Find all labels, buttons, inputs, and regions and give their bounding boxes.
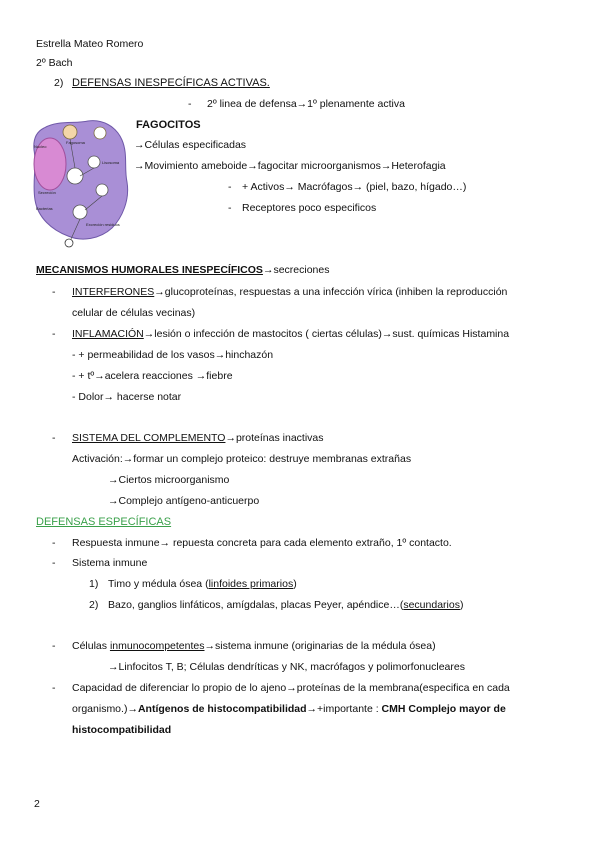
lysosome-shape [88, 156, 100, 168]
fagocitos-line-4: Receptores poco especificos [242, 202, 377, 214]
fagocitos-line-1: →Células especificadas [134, 139, 247, 151]
page-number: 2 [34, 798, 40, 810]
immunocompetent-line [72, 640, 436, 652]
fagocitos-line-2: →Movimiento ameboide→fagocitar microorganismos→Heterofagia [134, 160, 446, 172]
histocompat-line [72, 703, 506, 715]
interferones-term: INTERFERONES [72, 286, 155, 298]
interferones-cont: celular de células vecinas) [72, 307, 196, 319]
inflamacion-line [72, 328, 509, 340]
complemento-line [72, 432, 324, 444]
primary-organs-line [108, 578, 297, 590]
secondary-organs-close: ) [459, 599, 464, 611]
immunocompetent-desc: →sistema inmune (originarias de la médula ósea) [204, 640, 436, 652]
humoral-suffix: →secreciones [262, 264, 330, 276]
humoral-heading [36, 264, 329, 276]
interferones-line [72, 286, 507, 298]
specific-defenses-title: DEFENSAS ESPECÍFICAS [36, 516, 172, 528]
bullet: - [52, 328, 56, 340]
fagocitos-title: FAGOCITOS [136, 119, 201, 131]
activation-line: Activación:→formar un complejo proteico: destruye membranas extrañas [72, 453, 412, 465]
phagocyte-diagram [30, 118, 132, 250]
histocompat-pre: organismo.)→ [72, 703, 138, 715]
defense-line-note: 2º linea de defensa→1º plenamente activa [207, 98, 405, 110]
bullet: - [52, 682, 56, 694]
vesicle-shape [96, 184, 108, 196]
bullet: - [52, 432, 56, 444]
section-2-title: DEFENSAS INESPECÍFICAS ACTIVAS. [72, 77, 270, 89]
bullet: - [228, 181, 232, 193]
activation-item-2: →Complejo antígeno-anticuerpo [108, 495, 260, 507]
cmh-term: CMH Complejo mayor de [381, 703, 506, 715]
residual-body-shape [73, 205, 87, 219]
secondary-organs-line [108, 599, 463, 611]
complemento-term: SISTEMA DEL COMPLEMENTO [72, 432, 226, 444]
inflamacion-effect-1: - + permeabilidad de los vasos→hinchazón [72, 349, 274, 361]
primary-organs-text: Timo y médula ósea ( [108, 578, 209, 590]
inflamacion-effect-2: - + tº→acelera reacciones →fiebre [72, 370, 233, 382]
numbered-2: 2) [89, 599, 99, 611]
interferones-desc: →glucoproteínas, respuestas a una infección vírica (inhiben la reproducción [154, 286, 508, 298]
fagocitos-line-3: + Activos→ Macrófagos→ (piel, bazo, hígado…) [242, 181, 467, 193]
author-name: Estrella Mateo Romero [36, 38, 144, 50]
label-lysosome: Lisosoma [102, 160, 120, 165]
complemento-desc: →proteínas inactivas [225, 432, 324, 444]
bullet: - [228, 202, 232, 214]
label-phagosome: Fagosoma [66, 140, 85, 145]
label-bacteria: Bacterias [36, 206, 53, 211]
immunocompetent-term: inmunocompetentes [109, 640, 205, 652]
vacuole-shape [94, 127, 106, 139]
label-secretion: Secreción [38, 190, 56, 195]
immune-system-line: Sistema inmune [72, 557, 148, 569]
bullet: - [52, 557, 56, 569]
inflamacion-term: INFLAMACIÓN [72, 328, 144, 340]
inflamacion-effect-3: - Dolor→ hacerse notar [72, 391, 182, 403]
primary-organs-close: ) [293, 578, 297, 590]
self-nonself-line: Capacidad de diferenciar lo propio de lo ajeno→proteínas de la membrana(especifica en cada [72, 682, 510, 694]
activation-item-1: →Ciertos microorganismo [108, 474, 230, 486]
bullet: - [52, 640, 56, 652]
histocompat-mid: →+importante : [306, 703, 382, 715]
histocompat-cont: histocompatibilidad [72, 724, 172, 736]
section-2-number: 2) [54, 77, 64, 89]
inflamacion-desc: →lesión o infección de mastocitos ( ciertas células)→sust. químicas Histamina [143, 328, 510, 340]
lymphocytes-line: →Linfocitos T, B; Células dendríticas y NK, macrófagos y polimorfonucleares [108, 661, 465, 673]
excreted-particle-shape [65, 239, 73, 247]
secondary-organs-term: secundarios [403, 599, 460, 611]
label-excretion: Excreción residuos [86, 222, 120, 227]
bullet: - [188, 98, 192, 110]
label-nucleus: Nucleo [34, 144, 47, 149]
phagosome-shape [63, 125, 77, 139]
histocompat-antigens: Antígenos de histocompatibilidad [137, 703, 307, 715]
primary-organs-term: linfoides primarios [208, 578, 294, 590]
humoral-title: MECANISMOS HUMORALES INESPECÍFICOS [36, 264, 263, 276]
immunocompetent-pre: Células [72, 640, 110, 652]
secondary-organs-text: Bazo, ganglios linfáticos, amígdalas, placas Peyer, apéndice…( [108, 599, 404, 611]
bullet: - [52, 286, 56, 298]
numbered-1: 1) [89, 578, 99, 590]
immune-response-line: Respuesta inmune→ repuesta concreta para cada elemento extraño, 1º contacto. [72, 537, 452, 549]
grade: 2º Bach [36, 57, 73, 69]
bullet: - [52, 537, 56, 549]
